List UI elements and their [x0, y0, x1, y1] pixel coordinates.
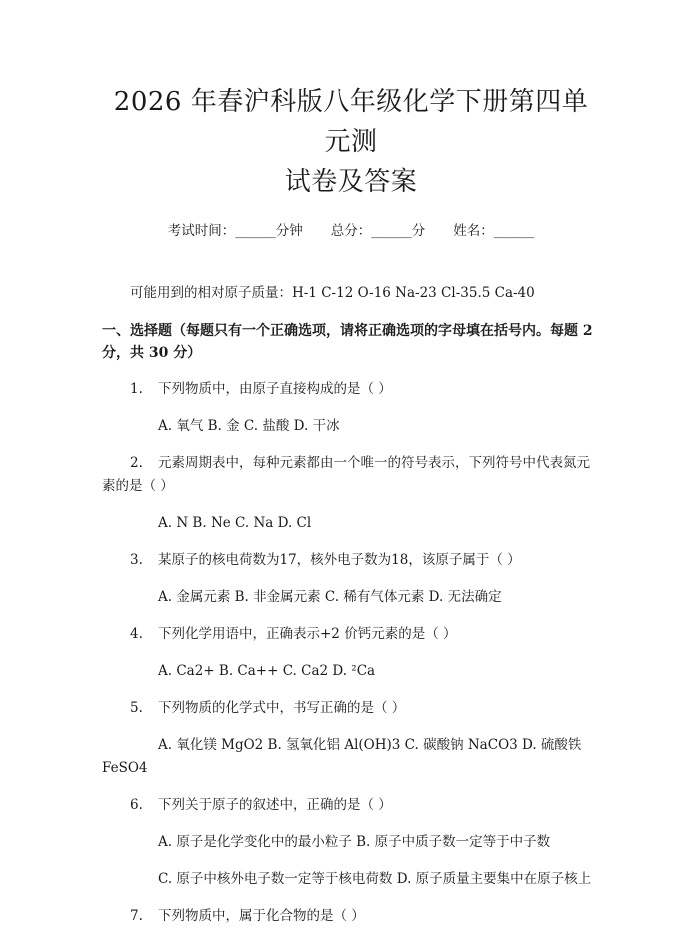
section-1-heading: 一、选择题（每题只有一个正确选项，请将正确选项的字母填在括号内。每题 2 分，共 30 分）: [102, 323, 593, 361]
question-text: 下列化学用语中，正确表示+2 价钙元素的是（ ）: [158, 626, 457, 642]
question-item: [102, 697, 600, 780]
question-number: 5.: [130, 700, 143, 716]
question-options: A. N B. Ne C. Na D. Cl: [158, 515, 312, 531]
student-name-label: 姓名：______: [453, 223, 535, 239]
question-stem: [102, 697, 600, 720]
question-item: [102, 452, 600, 535]
question-number: 2.: [130, 455, 143, 471]
title-line-2: 试卷及答案: [284, 167, 418, 197]
question-text: 某原子的核电荷数为17，核外电子数为18，该原子属于（ ）: [158, 552, 521, 568]
atomic-mass-note: 可能用到的相对原子质量：H-1 C-12 O-16 Na-23 Cl-35.5 Ca-40: [130, 285, 535, 301]
question-text: 下列关于原子的叙述中，正确的是（ ）: [158, 797, 392, 813]
question-text: 下列物质中，由原子直接构成的是（ ）: [158, 381, 392, 397]
exam-time-label: 考试时间：______分钟: [167, 223, 303, 239]
question-stem: [102, 549, 600, 572]
question-item: [102, 623, 600, 683]
question-number: 4.: [130, 626, 143, 642]
question-text: 下列物质中，属于化合物的是（ ）: [158, 908, 365, 924]
question-item: [102, 378, 600, 438]
question-options: A. Ca2+ B. Ca++ C. Ca2 D. ²Ca: [158, 663, 376, 679]
question-text: 下列物质的化学式中，书写正确的是（ ）: [158, 700, 406, 716]
question-list: [102, 378, 600, 928]
question-item: [102, 794, 600, 891]
question-item: [102, 549, 600, 609]
question-item: [102, 905, 600, 928]
exam-info-line: [102, 220, 600, 242]
question-stem: [102, 794, 600, 817]
question-stem: [102, 452, 600, 498]
question-options: C. 原子中核外电子数一定等于核电荷数 D. 原子质量主要集中在原子核上: [158, 871, 592, 887]
question-options: A. 金属元素 B. 非金属元素 C. 稀有气体元素 D. 无法确定: [158, 589, 502, 605]
question-stem: [102, 623, 600, 646]
question-text: 元素周期表中，每种元素都由一个唯一的符号表示，下列符号中代表氮元素的是（ ）: [102, 455, 590, 494]
question-stem: [102, 905, 600, 928]
question-options: A. 氧气 B. 金 C. 盐酸 D. 干冰: [158, 418, 340, 434]
question-options: A. 氧化镁 MgO2 B. 氢氧化铝 Al(OH)3 C. 碳酸钠 NaCO3 D. 硫酸铁 FeSO4: [102, 737, 582, 776]
title-line-1: 2026 年春沪科版八年级化学下册第四单元测: [113, 87, 589, 157]
question-number: 7.: [130, 908, 143, 924]
document-title: [102, 82, 600, 202]
total-score-label: 总分：______分: [330, 223, 426, 239]
question-stem: [102, 378, 600, 401]
question-options: A. 原子是化学变化中的最小粒子 B. 原子中质子数一定等于中子数: [158, 834, 551, 850]
question-number: 1.: [130, 381, 143, 397]
question-number: 6.: [130, 797, 143, 813]
question-number: 3.: [130, 552, 143, 568]
